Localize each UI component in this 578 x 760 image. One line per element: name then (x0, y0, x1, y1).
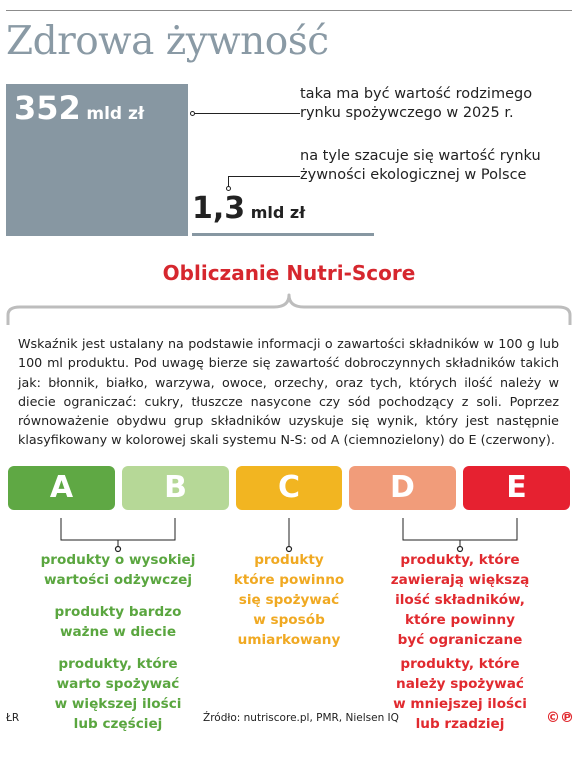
author-initials: ŁR (6, 712, 20, 724)
category-line: produkty bardzo (54, 604, 182, 620)
category-line: zawierają większą (390, 572, 530, 588)
section-title: Obliczanie Nutri-Score (162, 261, 416, 285)
grade-connectors (0, 510, 578, 555)
de-category-limit (365, 550, 555, 650)
organic-value-description (300, 147, 541, 185)
market-value-unit: mld zł (86, 104, 145, 124)
organic-value-unit: mld zł (250, 203, 306, 222)
category-line: być ograniczane (397, 632, 523, 648)
organic-value-leader (228, 176, 300, 177)
market-value (14, 89, 145, 127)
category-line: warto spożywać (56, 676, 180, 692)
market-value-leader (192, 113, 300, 114)
section-brace (6, 293, 572, 327)
market-value-description-line: taka ma być wartość rodzimego (300, 86, 533, 102)
source-note: Źródło: nutriscore.pl, PMR, Nielsen IQ (203, 712, 399, 724)
category-line: wartości odżywczej (43, 572, 193, 588)
grade-d: D (349, 466, 456, 510)
market-value-number: 352 (14, 89, 81, 127)
organic-value-description-line: na tyle szacuje się wartość rynku (300, 148, 541, 164)
category-line: w sposób (253, 612, 325, 628)
category-line: które powinno (233, 572, 345, 588)
category-line: w większej ilości (54, 696, 182, 712)
category-line: lub częściej (73, 716, 163, 732)
copyright-mark: ©℗ (546, 710, 574, 726)
category-line: lub rzadziej (415, 716, 505, 732)
category-line: należy spożywać (396, 676, 524, 692)
organic-value-description-line: żywności ekologicznej w Polsce (300, 167, 527, 183)
category-line: ilość składników, (395, 592, 525, 608)
category-line: umiarkowany (237, 632, 341, 648)
market-value-description (300, 85, 532, 123)
market-value-description-line: rynku spożywczego w 2025 r. (300, 105, 514, 121)
category-line: produkty, które (400, 552, 520, 568)
category-line: ważne w diecie (59, 624, 177, 640)
grade-c: C (236, 466, 342, 510)
organic-value-leader-dot (226, 186, 231, 191)
category-line: produkty, które (58, 656, 178, 672)
ab-category-high-nutrition (23, 550, 213, 590)
c-category-moderate (209, 550, 369, 650)
category-line: produkty o wysokiej (40, 552, 196, 568)
organic-value (192, 191, 306, 226)
grade-a: A (8, 466, 115, 510)
organic-value-number: 1,3 (192, 191, 246, 226)
description-paragraph: Wskaźnik jest ustalany na podstawie informacji o zawartości składników w 100 g lub 100 ml produktu. Pod uwagę bierze się zawartość dobroczynnych składników takich jak: błonnik, białko, warzywa, owoce, orzechy, oraz tych, których ilość należy w diecie ograniczać: cukry, tłuszcze nasycone czy sód pochodzący z soli. Poprzez równoważenie obydwu grup składników uzyskuje się wynik, który jest następnie klasyfikowany w kolorowej skali systemu N-S: od A (ciemnozielony) do E (czerwony). (18, 336, 559, 448)
category-line: w mniejszej ilości (393, 696, 527, 712)
category-line: które powinny (404, 612, 516, 628)
grade-e: E (463, 466, 570, 510)
category-line: się spożywać (238, 592, 340, 608)
market-value-leader-dot (190, 111, 195, 116)
category-line: produkty, które (400, 656, 520, 672)
top-rule (6, 10, 572, 11)
ab-category-more-often (23, 654, 213, 734)
grade-b: B (122, 466, 229, 510)
ab-category-important (23, 602, 213, 642)
page-title: Zdrowa żywność (6, 19, 329, 64)
organic-value-bar (192, 233, 374, 236)
category-line: produkty (254, 552, 324, 568)
